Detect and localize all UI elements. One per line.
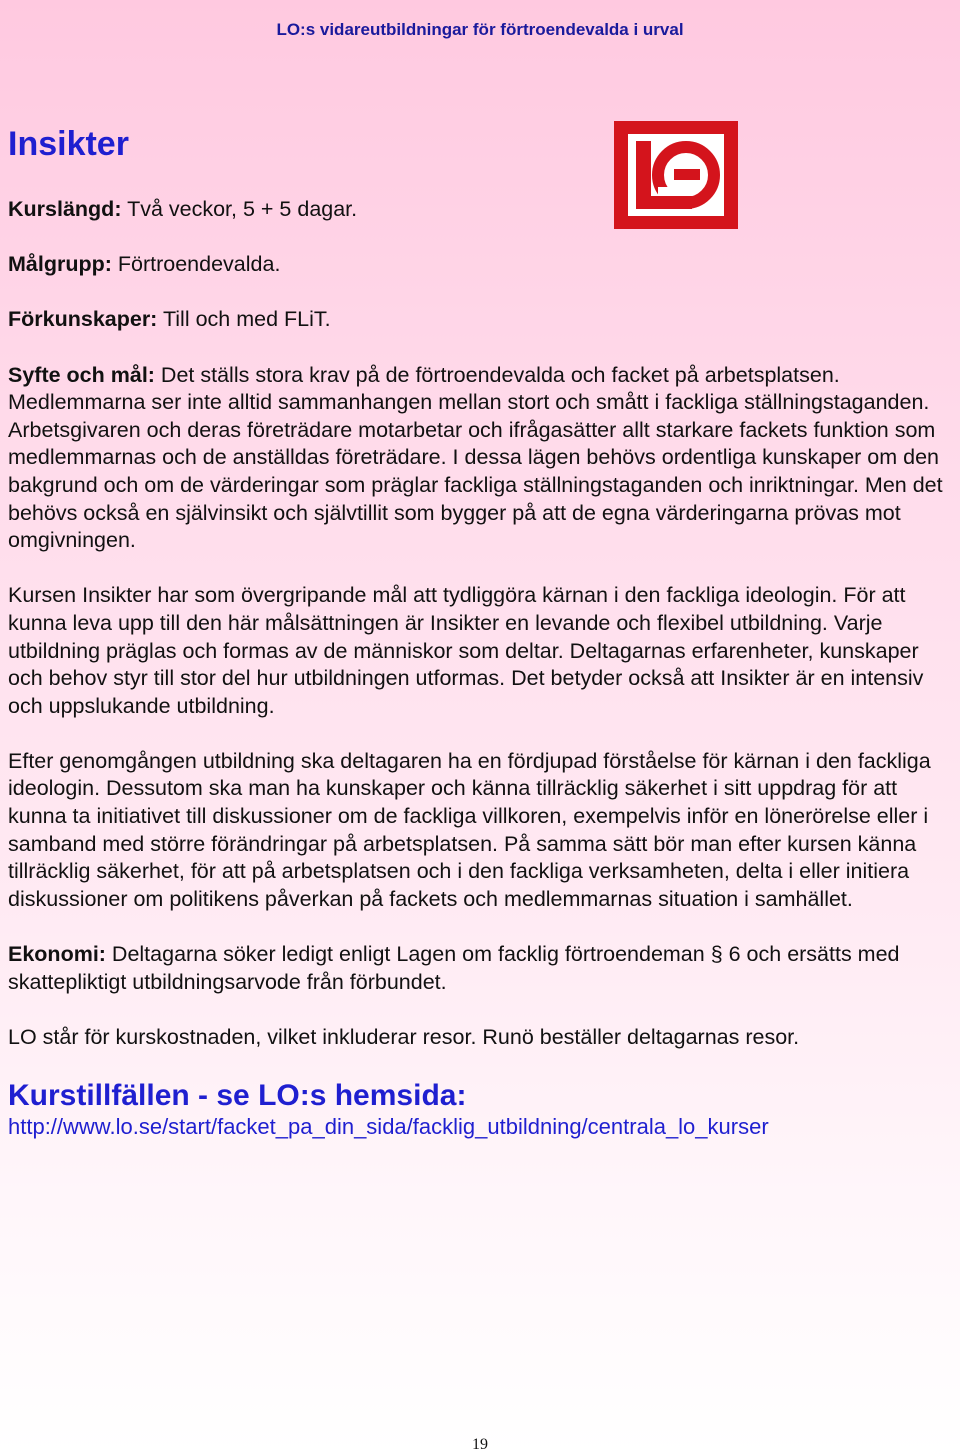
page-number: 19	[472, 1436, 488, 1453]
purpose-label: Syfte och mål:	[8, 362, 155, 387]
purpose-text: Det ställs stora krav på de förtroendevalda och facket på arbetsplatsen. Medlemmarna ser inte alltid sammanhangen mellan stort och smått i fackliga ställningstaganden. Arbetsgivaren och deras företrädare motarbetar och ifrågasätter allt starkare fackets funktion som medlemmarnas och de anställdas företrädare. I dessa lägen behövs ordentliga kunskaper om den bakgrund och om de värderingar som präglar fackliga ställningstaganden och inriktningar. Men det behövs också en självinsikt och självtillit som bygger på att de egna värderingarna prövas mot omgivningen.	[8, 362, 943, 553]
page-title: Insikter	[8, 125, 129, 163]
economy-label: Ekonomi:	[8, 942, 106, 967]
course-length-label: Kurslängd:	[8, 197, 122, 221]
outcome-paragraph: Efter genomgången utbildning ska deltagaren ha en fördjupad förståelse för kärnan i den fackliga ideologin. Dessutom ska man ha kunskaper och känna tillräcklig säkerhet i sitt uppdrag för att kunna ta initiativet till diskussioner om de fackliga villkoren, exempelvis inför en lönerörelse eller i samband med större förändringar på arbetsplatsen. På samma sätt bör man efter kursen känna tillräcklig säkerhet, för att på arbetsplatsen och i den fackliga verksamheten, delta i eller initiera diskussioner om politikens påverkan på fackets och medlemmarnas situation i samhället.	[8, 748, 931, 911]
purpose-paragraph	[8, 362, 948, 555]
course-goal-paragraph: Kursen Insikter har som övergripande mål att tydliggöra kärnan i den fackliga ideologin. För att kunna leva upp till den här målsättningen är Insikter en levande och flexibel utbildning. Varje utbildning präglas och formas av de människor som deltar. Deltagarnas erfarenheter, kunskaper och behov styr till stor del hur utbildningen utformas. Det betyder också att Insikter är en intensiv och uppslukande utbildning.	[8, 583, 924, 718]
main-content	[8, 124, 948, 1141]
economy-text: Deltagarna söker ledigt enligt Lagen om facklig förtroendeman § 6 och ersätts med skattepliktigt utbildningsarvode från förbundet.	[8, 942, 900, 994]
course-dates-heading: Kurstillfällen - se LO:s hemsida:	[8, 1079, 467, 1112]
economy-paragraph	[8, 941, 948, 996]
prerequisites-label: Förkunskaper:	[8, 307, 158, 332]
cost-paragraph: LO står för kurskostnaden, vilket inkluderar resor. Runö beställer deltagarnas resor.	[8, 1024, 800, 1049]
prerequisites-value: Till och med FLiT.	[157, 307, 331, 332]
target-group-value: Förtroendevalda.	[111, 252, 281, 277]
lo-courses-link[interactable]: http://www.lo.se/start/facket_pa_din_sida/facklig_utbildning/centrala_lo_kurser	[8, 1114, 769, 1139]
course-length-value: Två veckor, 5 + 5 dagar.	[121, 197, 358, 221]
target-group-label: Målgrupp:	[8, 252, 112, 277]
course-length	[8, 196, 948, 224]
prerequisites	[8, 306, 948, 334]
target-group	[8, 251, 948, 279]
page-header: LO:s vidareutbildningar för förtroendevalda i urval	[276, 20, 684, 39]
